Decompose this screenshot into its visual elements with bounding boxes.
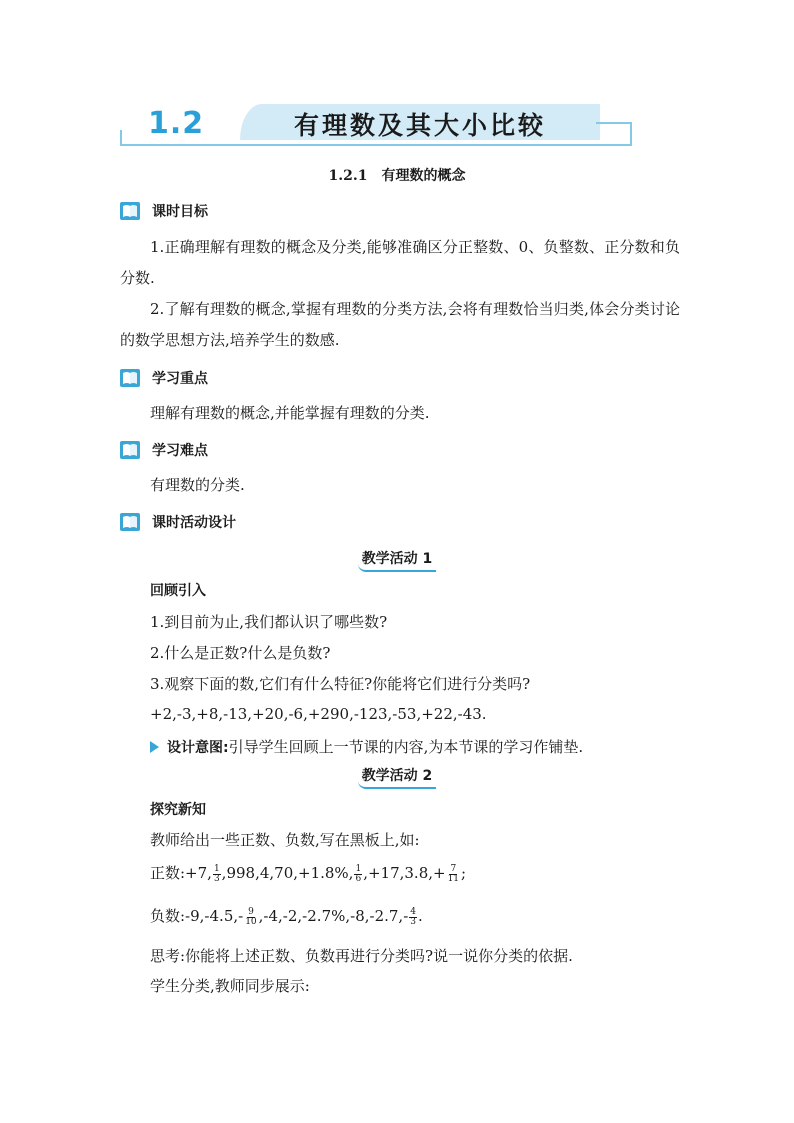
book-icon — [120, 441, 140, 459]
section-activity-design — [120, 511, 236, 533]
numerator: 1 — [213, 863, 220, 874]
negative-numbers-line — [150, 905, 423, 927]
book-icon — [120, 202, 140, 220]
positive-numbers-line — [150, 862, 466, 884]
number-list: +2,-3,+8,-13,+20,-6,+290,-123,-53,+22,-43. — [150, 705, 487, 723]
header-rule-tail — [596, 122, 632, 124]
design-intent-text: 引导学生回顾上一节课的内容,为本节课的学习作铺垫. — [228, 738, 584, 756]
fraction — [447, 865, 460, 884]
goals-text-1: 1.正确理解有理数的概念及分类,能够准确区分正整数、0、负整数、正分数和负分数. — [120, 238, 680, 287]
focus-paragraph — [120, 398, 680, 429]
triangle-bullet-icon — [150, 741, 159, 753]
denominator: 3 — [213, 873, 220, 884]
activity-title: 教学活动 2 — [358, 765, 437, 789]
goals-text-2: 2.了解有理数的概念,掌握有理数的分类方法,会将有理数恰当归类,体会分类讨论的数学思想方法,培养学生的数感. — [120, 300, 680, 349]
section-number: 1.2 — [148, 106, 205, 141]
activity-2-intro: 教师给出一些正数、负数,写在黑板上,如: — [150, 831, 420, 849]
positive-text: ,+17,3.8,+ — [363, 864, 446, 882]
design-intent — [150, 736, 583, 757]
denominator: 10 — [245, 916, 257, 927]
header-rule — [120, 144, 632, 146]
positive-text: ; — [461, 864, 467, 882]
negative-text: 负数:-9,-4.5,- — [150, 907, 244, 925]
denominator: 11 — [447, 873, 460, 884]
section-focus — [120, 367, 208, 389]
section-difficulty — [120, 439, 208, 461]
activity-1-heading: 回顾引入 — [150, 583, 206, 599]
difficulty-text: 有理数的分类. — [150, 476, 245, 494]
thinking-prompt: 思考:你能将上述正数、负数再进行分类吗?说一说你分类的依据. — [150, 947, 573, 965]
header-rule-tail-vertical — [630, 122, 632, 146]
question-3: 3.观察下面的数,它们有什么特征?你能将它们进行分类吗? — [150, 675, 531, 693]
numerator: 9 — [248, 906, 254, 917]
lesson-subtitle: 1.2.1 有理数的概念 — [328, 168, 466, 184]
section-label: 学习难点 — [152, 443, 208, 459]
difficulty-paragraph — [120, 470, 680, 501]
chapter-title: 有理数及其大小比较 — [294, 111, 547, 140]
numerator: 1 — [355, 863, 362, 874]
goals-paragraph-1 — [120, 232, 680, 294]
question-2: 2.什么是正数?什么是负数? — [150, 644, 331, 662]
goals-paragraph-2 — [120, 294, 680, 356]
section-goals — [120, 200, 208, 222]
fraction — [213, 865, 221, 884]
book-icon — [120, 369, 140, 387]
positive-text: ,998,4,70,+1.8%, — [221, 864, 354, 882]
focus-text: 理解有理数的概念,并能掌握有理数的分类. — [150, 404, 430, 422]
numerator: 4 — [410, 906, 417, 917]
header-rule-edge — [120, 130, 122, 146]
fraction — [354, 865, 362, 884]
activity-2-title — [0, 765, 794, 789]
activity-2-heading: 探究新知 — [150, 802, 206, 818]
fraction — [244, 908, 257, 927]
section-label: 课时活动设计 — [152, 515, 236, 531]
denominator: 3 — [410, 916, 417, 927]
book-icon — [120, 513, 140, 531]
student-classify: 学生分类,教师同步展示: — [150, 977, 310, 995]
numerator: 7 — [450, 863, 457, 874]
activity-title: 教学活动 1 — [358, 548, 437, 572]
section-label: 学习重点 — [152, 371, 208, 387]
design-intent-label: 设计意图: — [167, 740, 229, 756]
negative-text: . — [418, 907, 423, 925]
fraction — [409, 908, 417, 927]
activity-1-title — [0, 548, 794, 572]
denominator: 6 — [355, 873, 362, 884]
positive-text: 正数:+7, — [150, 864, 212, 882]
section-label: 课时目标 — [152, 204, 208, 220]
question-1: 1.到目前为止,我们都认识了哪些数? — [150, 613, 388, 631]
negative-text: ,-4,-2,-2.7%,-8,-2.7,- — [258, 907, 409, 925]
chapter-header — [120, 100, 640, 155]
